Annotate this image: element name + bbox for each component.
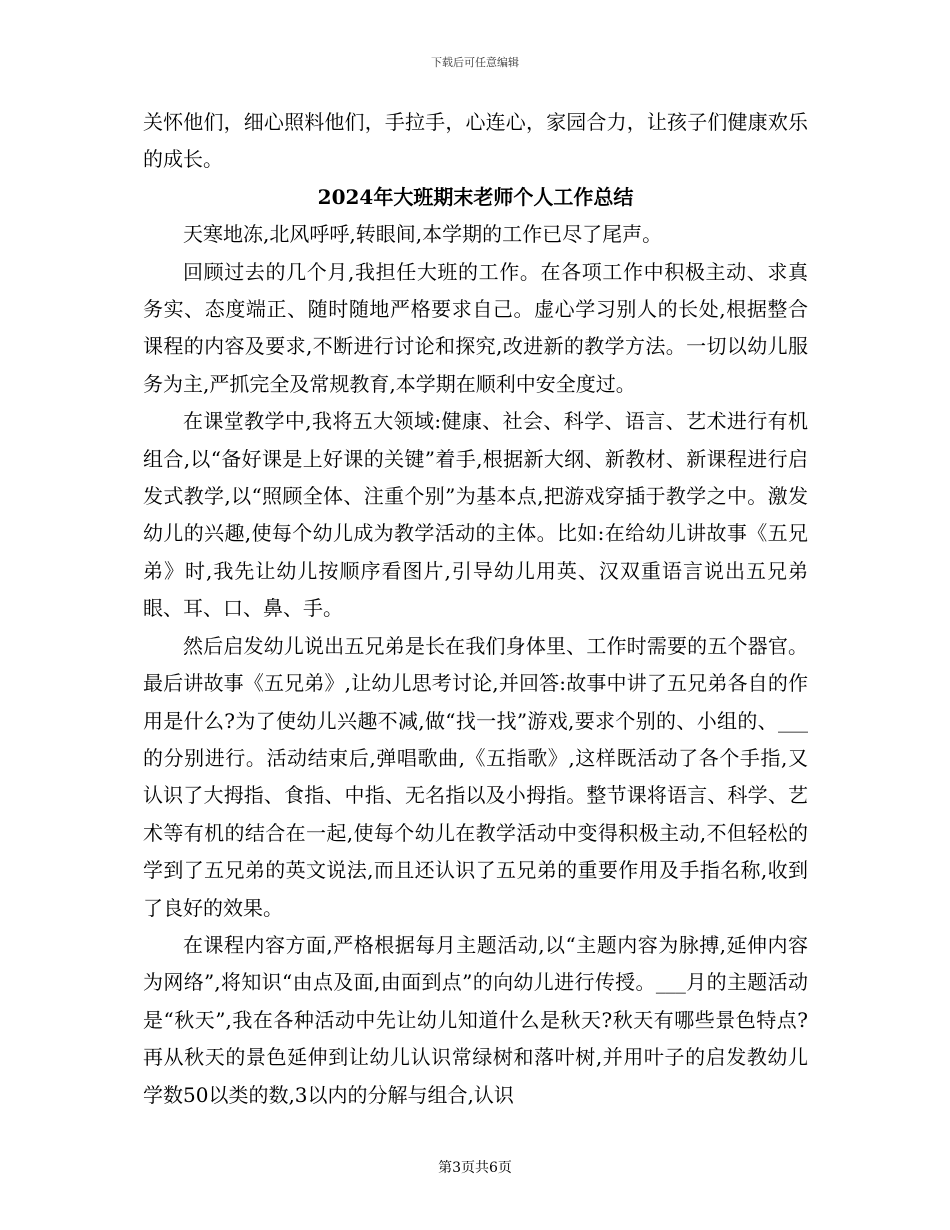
paragraph: 在课程内容方面,严格根据每月主题活动,以“主题内容为脉搏,延伸内容为网络”,将知识“由点及面,由面到点”的向幼儿进行传授。___月的主题活动是“秋天”,我在各种活动中先让幼儿知道什么是秋天?秋天有哪些景色特点?再从秋天的景色延伸到让幼儿认识常绿树和落叶树,并用叶子的启发教幼儿学数50以类的数,3以内的分解与组合,认识 <box>143 932 808 1107</box>
document-body <box>143 104 808 1114</box>
page-footer: 第3页共6页 <box>438 1160 512 1176</box>
paragraph: 回顾过去的几个月,我担任大班的工作。在各项工作中积极主动、求真务实、态度端正、随时随地严格要求自己。虚心学习别人的长处,根据整合课程的内容及要求,不断进行讨论和探究,改进新的教学方法。一切以幼儿服务为主,严抓完全及常规教育,本学期在顺利中安全度过。 <box>143 259 808 396</box>
paragraph: 然后启发幼儿说出五兄弟是长在我们身体里、工作时需要的五个器官。最后讲故事《五兄弟》,让幼儿思考讨论,并回答:故事中讲了五兄弟各自的作用是什么?为了使幼儿兴趣不减,做“找一找”游戏,要求个别的、小组的、___的分别进行。活动结束后,弹唱歌曲,《五指歌》,这样既活动了各个手指,又认识了大拇指、食指、中指、无名指以及小拇指。整节课将语言、科学、艺术等有机的结合在一起,使每个幼儿在教学活动中变得积极主动,不但轻松的学到了五兄弟的英文说法,而且还认识了五兄弟的重要作用及手指名称,收到了良好的效果。 <box>143 633 808 920</box>
document-title: 2024年大班期末老师个人工作总结 <box>317 184 634 209</box>
paragraph: 天寒地冻,北风呼呼,转眼间,本学期的工作已尽了尾声。 <box>183 222 663 247</box>
page-header: 下载后可任意编辑 <box>431 56 519 69</box>
intro-paragraph: 关怀他们，细心照料他们，手拉手，心连心，家园合力，让孩子们健康欢乐的成长。 <box>143 110 808 172</box>
paragraph: 在课堂教学中,我将五大领域:健康、社会、科学、语言、艺术进行有机组合,以“备好课是上好课的关键”着手,根据新大纲、新教材、新课程进行启发式教学,以“照顾全体、注重个别”为基本点,把游戏穿插于教学之中。激发幼儿的兴趣,使每个幼儿成为教学活动的主体。比如:在给幼儿讲故事《五兄弟》时,我先让幼儿按顺序看图片,引导幼儿用英、汉双重语言说出五兄弟眼、耳、口、鼻、手。 <box>143 409 808 621</box>
